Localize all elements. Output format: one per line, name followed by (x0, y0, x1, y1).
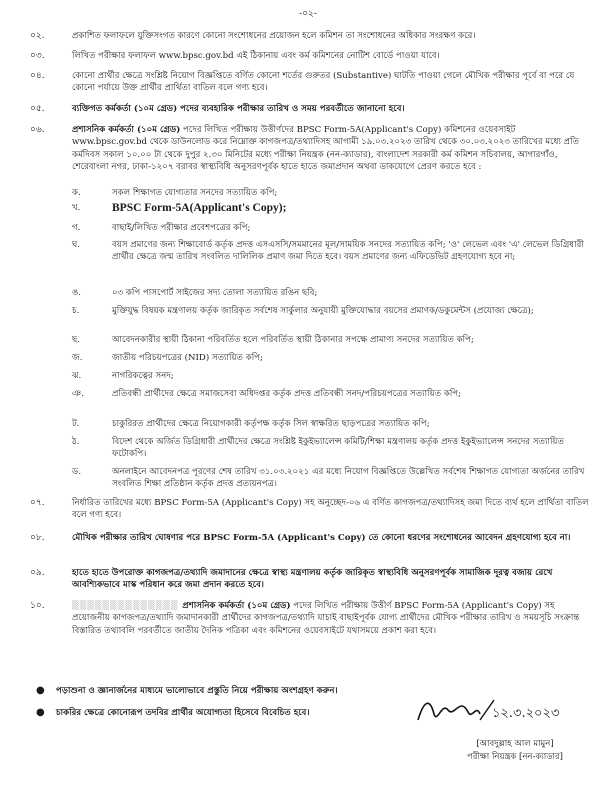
notice-page: -০২- ০২. প্রকাশিত ফলাফলে যুক্তিসংগত কারণে কোনো সংশোধনের প্রয়োজন হলে কমিশন তা সংশোধনের অধিকার সংরক্ষণ করে। ০৩. লিখিত পরীক্ষার ফলাফল www.bpsc.gov.bd এই ঠিকানায় এবং কর্ম কমিশনের নোটিশ বোর্ডে পাওয়া যাবে। ০৪. কোনো প্রার্থীর ক্ষেত্রে সংশ্লিষ্ট নিয়োগ বিজ্ঞপ্তিতে বর্ণিত কোনো শর্তের গুরুতর (Substantive) ঘাটতি পাওয়া গেলে মৌখিক পরীক্ষার পূর্বে বা পরে যে কোনো পর্যায়ে উক্ত প্রার্থীর প্রার্থিতা বাতিল বলে গণ্য হবে। ০৫. ব্যক্তিগত কর্মকর্তা (১০ম গ্রেড) পদের ব্যবহারিক পরীক্ষার তারিখ ও সময় পরবর্তীতে জানানো হবে। ০৬. প্রশাসনিক কর্মকর্তা (১০ম গ্রেড) পদের লিখিত পরীক্ষায় উত্তীর্ণদের BPSC Form-5A(Applicant's Copy) কমিশনের ওয়েবসাইট www.bpsc.gov.bd থেকে ডাউনলোড করে নিম্নোক্ত কাগজপত্র/তথ্যাদিসহ আগামী ১৯.০৩.২০২৩ তারিখ থেকে ৩০.০৩.২০২৩ তারিখের মধ্যে প্রতি কর্মদিবস সকাল ১০.০০ টা থেকে দুপুর ২.৩০ মিনিটের মধ্যে পরীক্ষা নিয়ন্ত্রক (নন-ক্যাডার), বাংলাদেশ সরকারী কর্ম কমিশন সচিবালয়, আগারগাঁও, শেরেবাংলা নগর, ঢাকা-১২০৭ বরাবর স্বাস্থ্যবিধি অনুসরণপূর্বক হাতে হাতে জমাপ্রদান অথবা ডাকযোগে প্রেরণ করতে হবে : ক. সকল শিক্ষাগত যোগ্যতার সনদের সত্যায়িত কপি; খ. BPSC Form-5A(Applicant's Copy); গ. বাছাই/লিখিত পরীক্ষার প্রবেশপত্রের কপি; ঘ. বয়স প্রমাণের জন্য শিক্ষাবোর্ড কর্তৃক প্রদত্ত এসএসসি/সমমানের মূল/সাময়িক সনদের সত্যায়িত কপি; 'ও' লেভেল এবং 'এ' লেভেল ডিগ্রিধারী প্রার্থীর ক্ষেত্রে জন্ম তারিখ সংবলিত দালিলিক প্রমাণ জমা দিতে হবে। বয়স প্রমাণের জন্য এফিডেভিট গ্রহণযোগ্য হবে না; ঙ. ০৩ কপি পাসপোর্ট সাইজের সদ্য তোলা সত্যায়িত রঙিন ছবি; চ. মুক্তিযুদ্ধ বিষয়ক মন্ত্রণালয় কর্তৃক জারিকৃত সর্বশেষ সার্কুলার অনুযায়ী মুক্তিযোদ্ধার বয়সের প্রমাণক/ডকুমেন্টস (প্রযোজ্য ক্ষেত্রে); ছ. আবেদনকারীর স্থায়ী ঠিকানা পরিবর্তিত হলে পরিবর্তিত স্থায়ী ঠিকানার সপক্ষে প্রামাণ্য সনদের সত্যায়িত কপি; জ. জাতীয় পরিচয়পত্রের (NID) সত্যায়িত কপি; ঝ. নাগরিকত্বের সনদ; ঞ. প্রতিবন্ধী প্রার্থীদের ক্ষেত্রে সমাজসেবা অধিদপ্তর কর্তৃক প্রদত্ত প্রতিবন্ধী সনদ/পরিচয়পত্রের সত্যায়িত কপি; ট. চাকুরিরত প্রার্থীদের ক্ষেত্রে নিয়োগকারী কর্তৃপক্ষ কর্তৃক সিল স্বাক্ষরিত ছাড়পত্রের সত্যায়িত কপি; ঠ. বিদেশ থেকে অর্জিত ডিগ্রিধারী প্রার্থীদের ক্ষেত্রে সংশ্লিষ্ট ইকুইভ্যালেন্স কমিটি/শিক্ষা মন্ত্রণালয় কর্তৃক প্রদত্ত ইকুইভ্যালেন্স সনদের সত্যায়িত ফটোকপি। ড. অনলাইনে আবেদনপত্র পূরণের শেষ তারিখ ৩১.০৩.২০২১ এর মধ্যে নিয়োগ বিজ্ঞপ্তিতে উল্লেখিত সর্বশেষ শিক্ষাগত যোগ্যতা অর্জনের তারিখ সংবলিত শিক্ষা প্রতিষ্ঠান কর্তৃক প্রদত্ত প্রত্যয়নপত্র। ০৭. নির্ধারিত তারিখের মধ্যে BPSC Form-5A (Applicant's Copy) সহ অনুচ্ছেদ-০৬ এ বর্ণিত কাগজপত্র/তথ্যাদিসহ জমা দিতে ব্যর্থ হলে প্রার্থিতা বাতিল বলে গণ্য হবে। ০৮. মৌখিক পরীক্ষার তারিখ ঘোষণার পরে BPSC Form-5A (Applicant's Copy) তে কোনো ধরণের সংশোধনের আবেদন গ্রহণযোগ্য হবে না। ০৯. হাতে হাতে উপরোক্ত কাগজপত্র/তথ্যাদি জমাদানের ক্ষেত্রে স্বাস্থ্য মন্ত্রণালয় কর্তৃক জারিকৃত স্বাস্থ্যবিধি অনুসরণপূর্বক সামাজিক দূরত্ব বজায় রেখে আবশ্যিকভাবে মাস্ক পরিধান করে জমা প্রদান করতে হবে। ১০. ▒▒▒▒▒▒▒▒▒▒▒▒▒▒ প্রশাসনিক কর্মকর্তা (১০ম গ্রেড) পদের লিখিত পরীক্ষায় উত্তীর্ণ BPSC Form-5A (Applicant's Copy) সহ প্রয়োজনীয় কাগজপত্র/তথ্যাদি জমাদানকারী প্রার্থীদের কাগজপত্র/তথ্যাদি যাচাই বাছাইপূর্বক যোগ্য প্রার্থীদের মৌখিক পরীক্ষার তারিখ ও সময়সূচি সংক্রান্ত বিস্তারিত তথ্যাবলি পরবর্তীতে জাতীয় দৈনিক পত্রিকা এবং কমিশনের ওয়েবসাইটে যথাসময়ে প্রকাশ করা হবে। ● পড়াশুনা ও জ্ঞানার্জনের মাধ্যমে ভালোভাবে প্রস্তুতি নিয়ে পরীক্ষায় অংশগ্রহণ করুন। ● চাকরির ক্ষেত্রে কোনোরূপ তদবির প্রার্থীর অযোগ্যতা হিসেবে বিবেচিত হবে। ১২.৩.২০২৩ [আবদুল্লাহ আল মামুন] পরীক্ষা নিয়ন্ত্রক [নন-ক্যাডার] (0, 0, 616, 800)
signer-title: পরীক্ষা নিয়ন্ত্রক [নন-ক্যাডার] (467, 752, 563, 762)
signer-name: [আবদুল্লাহ আল মামুন] (476, 739, 554, 749)
bullet-dot-icon: ● (36, 685, 45, 696)
signature-date: ১২.৩.২০২৩ (492, 706, 560, 721)
signature-caption (440, 738, 590, 764)
item-10-bold: প্রশাসনিক কর্মকর্তা (১০ম গ্রেড) (182, 601, 291, 611)
item-10-text: পদের লিখিত পরীক্ষায় উত্তীর্ণ BPSC Form-5A (Applicant's Copy) সহ প্রয়োজনীয় কাগজপত্র/তথ্যাদি জমাদানকারী প্রার্থীদের কাগজপত্র/তথ্যাদি যাচাই বাছাইপূর্বক যোগ্য প্রার্থীদের মৌখিক পরীক্ষার তারিখ ও সময়সূচি সংক্রান্ত বিস্তারিত তথ্যাবলি পরবর্তীতে জাতীয় দৈনিক পত্রিকা এবং কমিশনের ওয়েবসাইটে যথাসময়ে প্রকাশ করা হবে। (72, 601, 580, 636)
item-06-bold: প্রশাসনিক কর্মকর্তা (১০ম গ্রেড) (72, 125, 181, 135)
item-06-text: পদের লিখিত পরীক্ষায় উত্তীর্ণদের BPSC Form-5A(Applicant's Copy) কমিশনের ওয়েবসাইট www.bpsc.gov.bd থেকে ডাউনলোড করে নিম্নোক্ত কাগজপত্র/তথ্যাদিসহ আগামী ১৯.০৩.২০২৩ তারিখ থেকে ৩০.০৩.২০২৩ তারিখের মধ্যে প্রতি কর্মদিবস সকাল ১০.০০ টা থেকে দুপুর ২.৩০ মিনিটের মধ্যে পরীক্ষা নিয়ন্ত্রক (নন-ক্যাডার), বাংলাদেশ সরকারী কর্ম কমিশন সচিবালয়, আগারগাঁও, শেরেবাংলা নগর, ঢাকা-১২০৭ বরাবর স্বাস্থ্যবিধি অনুসরণপূর্বক হাতে হাতে জমাপ্রদান অথবা ডাকযোগে প্রেরণ করতে হবে : (72, 125, 579, 172)
redacted-text: ▒▒▒▒▒▒▒▒▒▒▒▒▒▒ (72, 601, 183, 611)
page-number: -০২- (299, 9, 317, 19)
bullet-dot-icon: ● (36, 707, 45, 718)
